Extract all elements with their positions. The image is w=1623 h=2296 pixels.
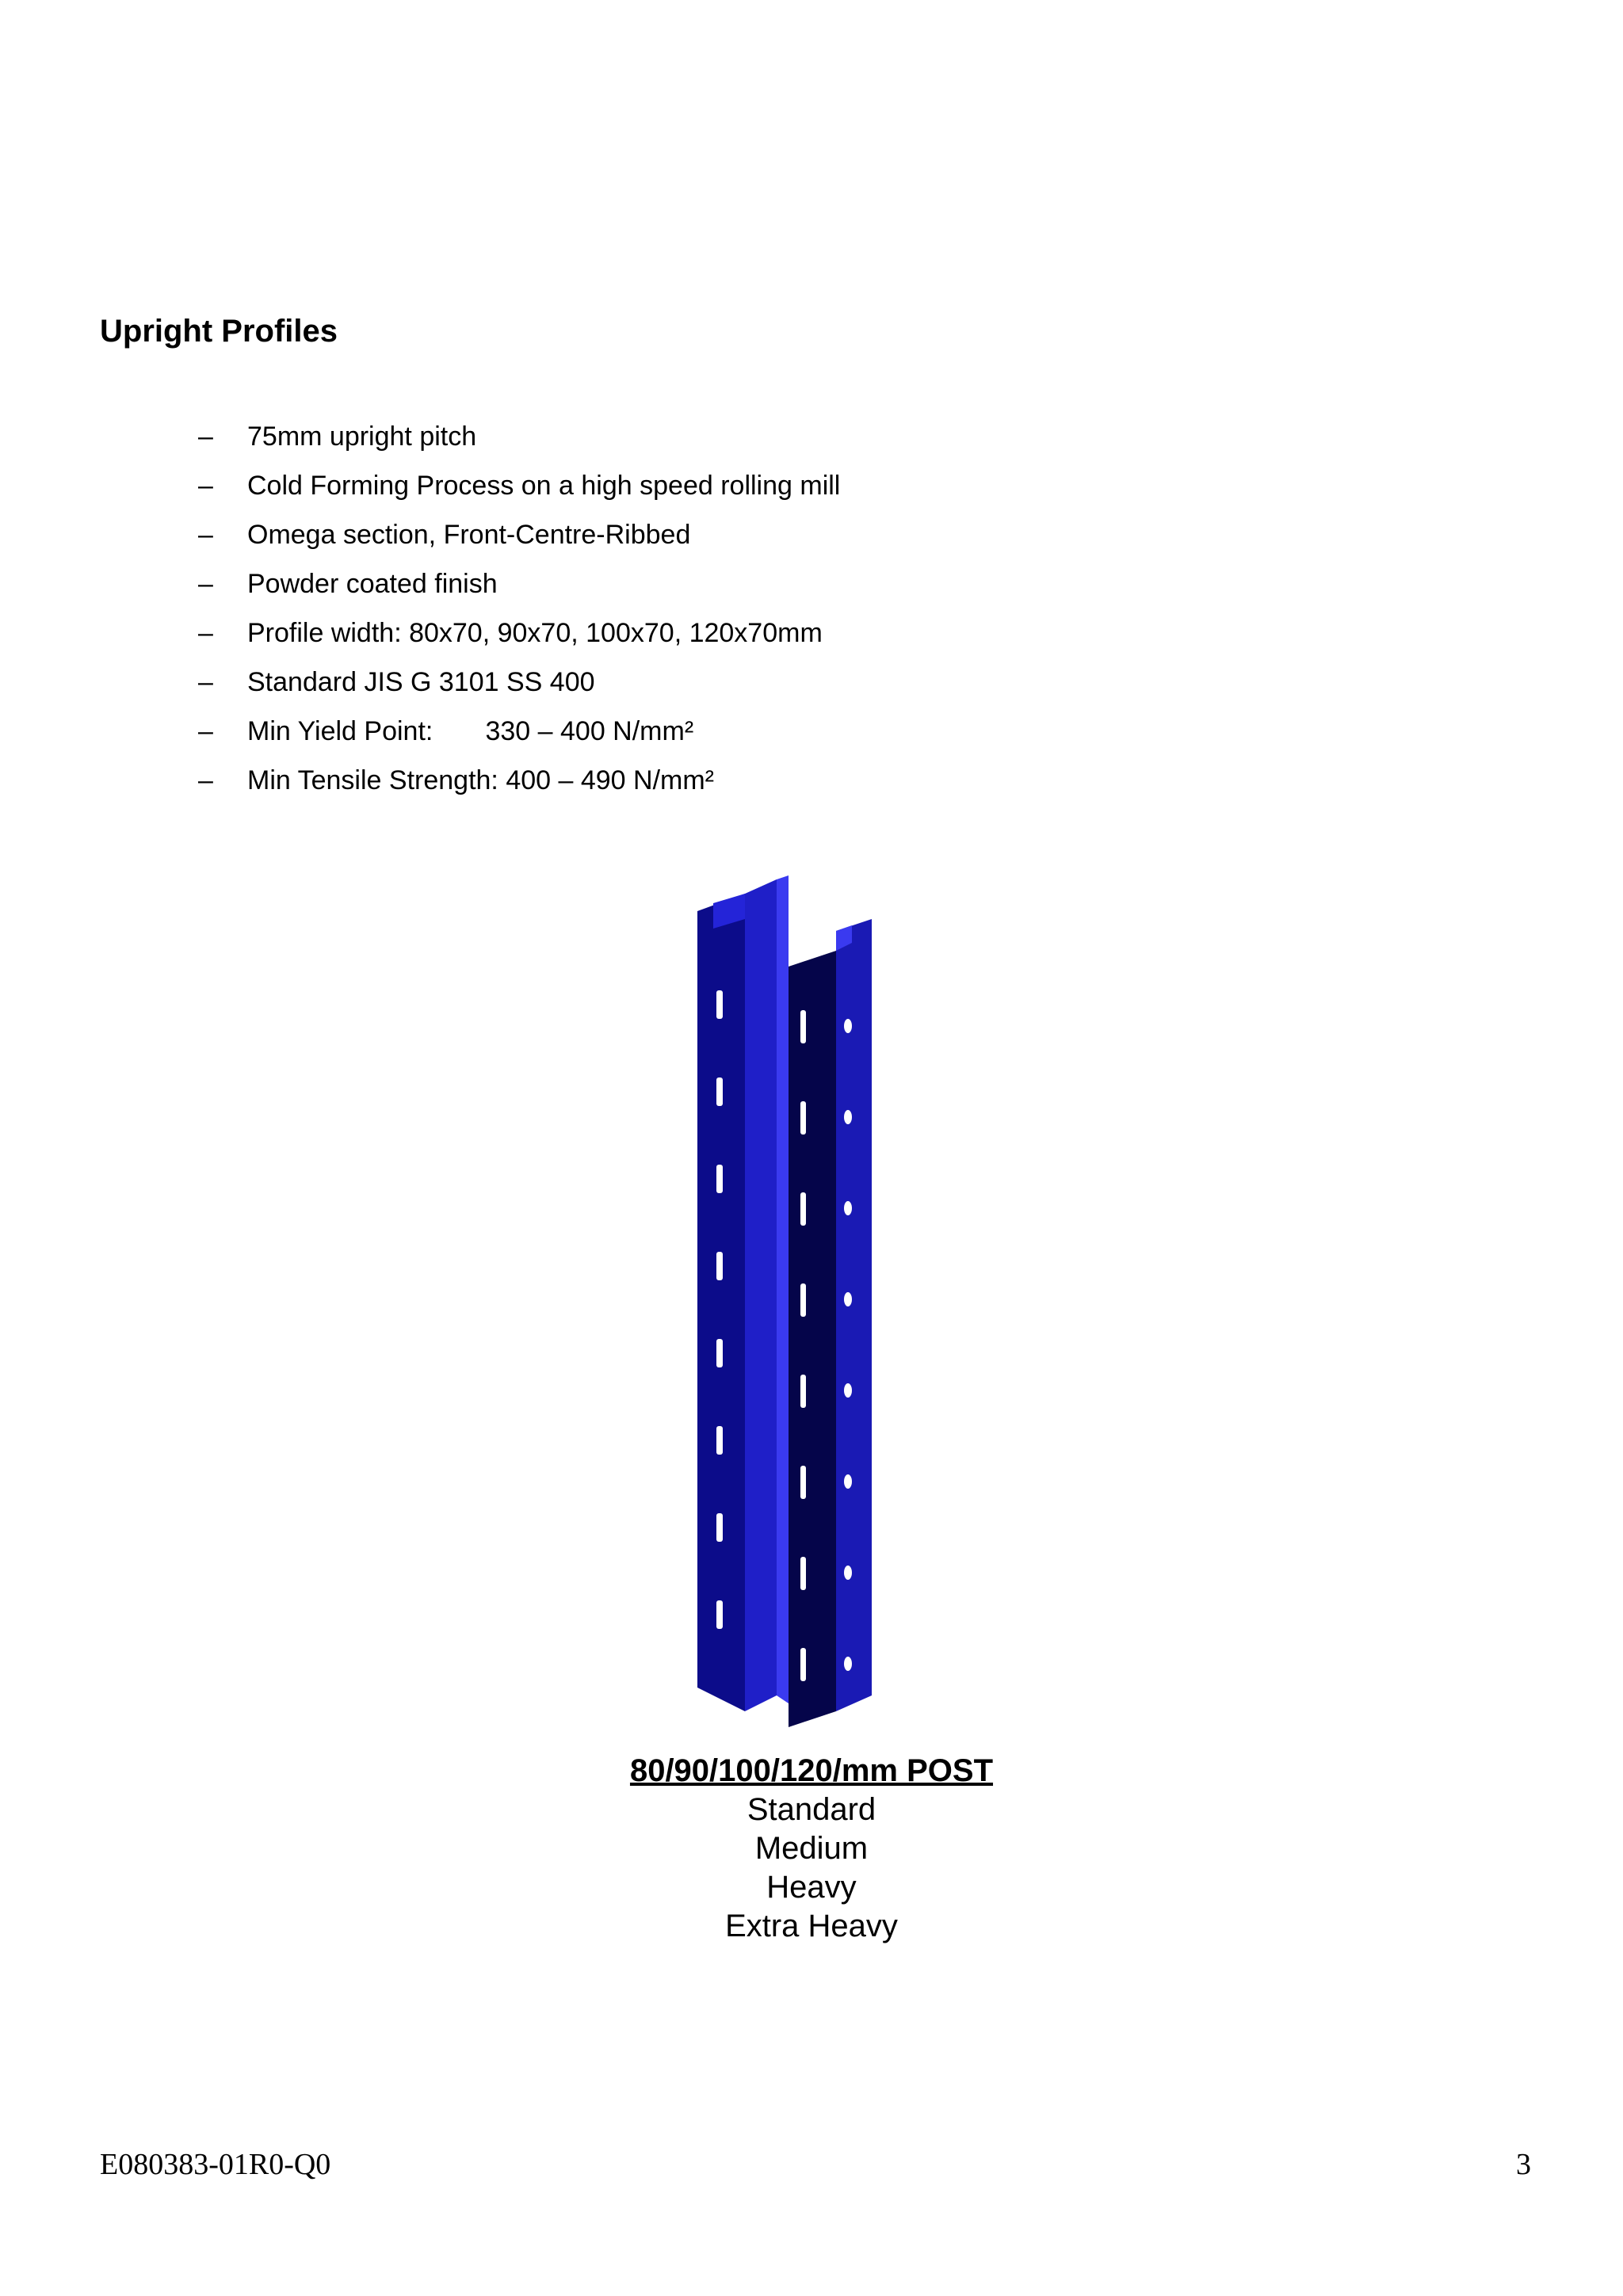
grade-heavy: Heavy xyxy=(766,1870,857,1905)
slot xyxy=(800,1466,806,1499)
hole xyxy=(844,1383,852,1398)
slot xyxy=(716,1252,723,1280)
hole xyxy=(844,1110,852,1124)
slot xyxy=(800,1648,806,1681)
post-front-left xyxy=(745,879,777,1711)
spec-list xyxy=(198,412,841,805)
hole xyxy=(844,1292,852,1306)
spec-text: Powder coated finish xyxy=(247,569,498,599)
slot xyxy=(716,1077,723,1106)
spec-item xyxy=(198,658,595,707)
bullet-dash: – xyxy=(198,765,213,795)
slot xyxy=(800,1101,806,1135)
bullet-dash: – xyxy=(198,569,213,599)
upright-post-illustration xyxy=(682,871,888,1727)
post-caption xyxy=(0,1751,1623,1946)
section-heading: Upright Profiles xyxy=(100,314,338,349)
hole xyxy=(844,1566,852,1580)
bullet-dash: – xyxy=(198,421,213,452)
spec-item xyxy=(198,510,691,559)
post-right-inner xyxy=(789,951,836,1727)
spec-item xyxy=(198,707,694,756)
page-number: 3 xyxy=(1516,2148,1531,2181)
bullet-dash: – xyxy=(198,716,213,746)
slot xyxy=(800,1375,806,1408)
slot xyxy=(716,990,723,1019)
spec-text: Min Yield Point: 330 – 400 N/mm² xyxy=(247,716,694,746)
slot xyxy=(800,1283,806,1317)
slot xyxy=(800,1557,806,1590)
bullet-dash: – xyxy=(198,471,213,501)
spec-text: Standard JIS G 3101 SS 400 xyxy=(247,667,595,697)
hole xyxy=(844,1019,852,1033)
spec-item xyxy=(198,412,477,461)
spec-text: Profile width: 80x70, 90x70, 100x70, 120x70mm xyxy=(247,618,823,648)
caption-title: 80/90/100/120/mm POST xyxy=(629,1753,994,1788)
hole xyxy=(844,1657,852,1671)
document-code: E080383-01R0-Q0 xyxy=(100,2148,331,2181)
grade-medium: Medium xyxy=(754,1831,869,1866)
slot xyxy=(800,1010,806,1043)
spec-text: Min Tensile Strength: 400 – 490 N/mm² xyxy=(247,765,714,795)
spec-text: Cold Forming Process on a high speed rolling mill xyxy=(247,471,841,501)
slot xyxy=(716,1426,723,1455)
spec-item xyxy=(198,461,841,510)
hole xyxy=(844,1201,852,1215)
grade-extra-heavy: Extra Heavy xyxy=(725,1909,898,1943)
spec-item xyxy=(198,756,714,805)
slot xyxy=(716,1600,723,1629)
spec-item xyxy=(198,608,823,658)
post-front-rib xyxy=(777,875,789,1703)
bullet-dash: – xyxy=(198,618,213,648)
spec-item xyxy=(198,559,498,608)
slot xyxy=(800,1192,806,1226)
spec-text: 75mm upright pitch xyxy=(247,421,477,452)
slot xyxy=(716,1513,723,1542)
bullet-dash: – xyxy=(198,667,213,697)
slot xyxy=(716,1339,723,1367)
post-right-flange xyxy=(836,919,872,1711)
slot xyxy=(716,1165,723,1193)
hole xyxy=(844,1474,852,1489)
bullet-dash: – xyxy=(198,520,213,550)
spec-text: Omega section, Front-Centre-Ribbed xyxy=(247,520,691,550)
grade-standard: Standard xyxy=(747,1792,876,1827)
